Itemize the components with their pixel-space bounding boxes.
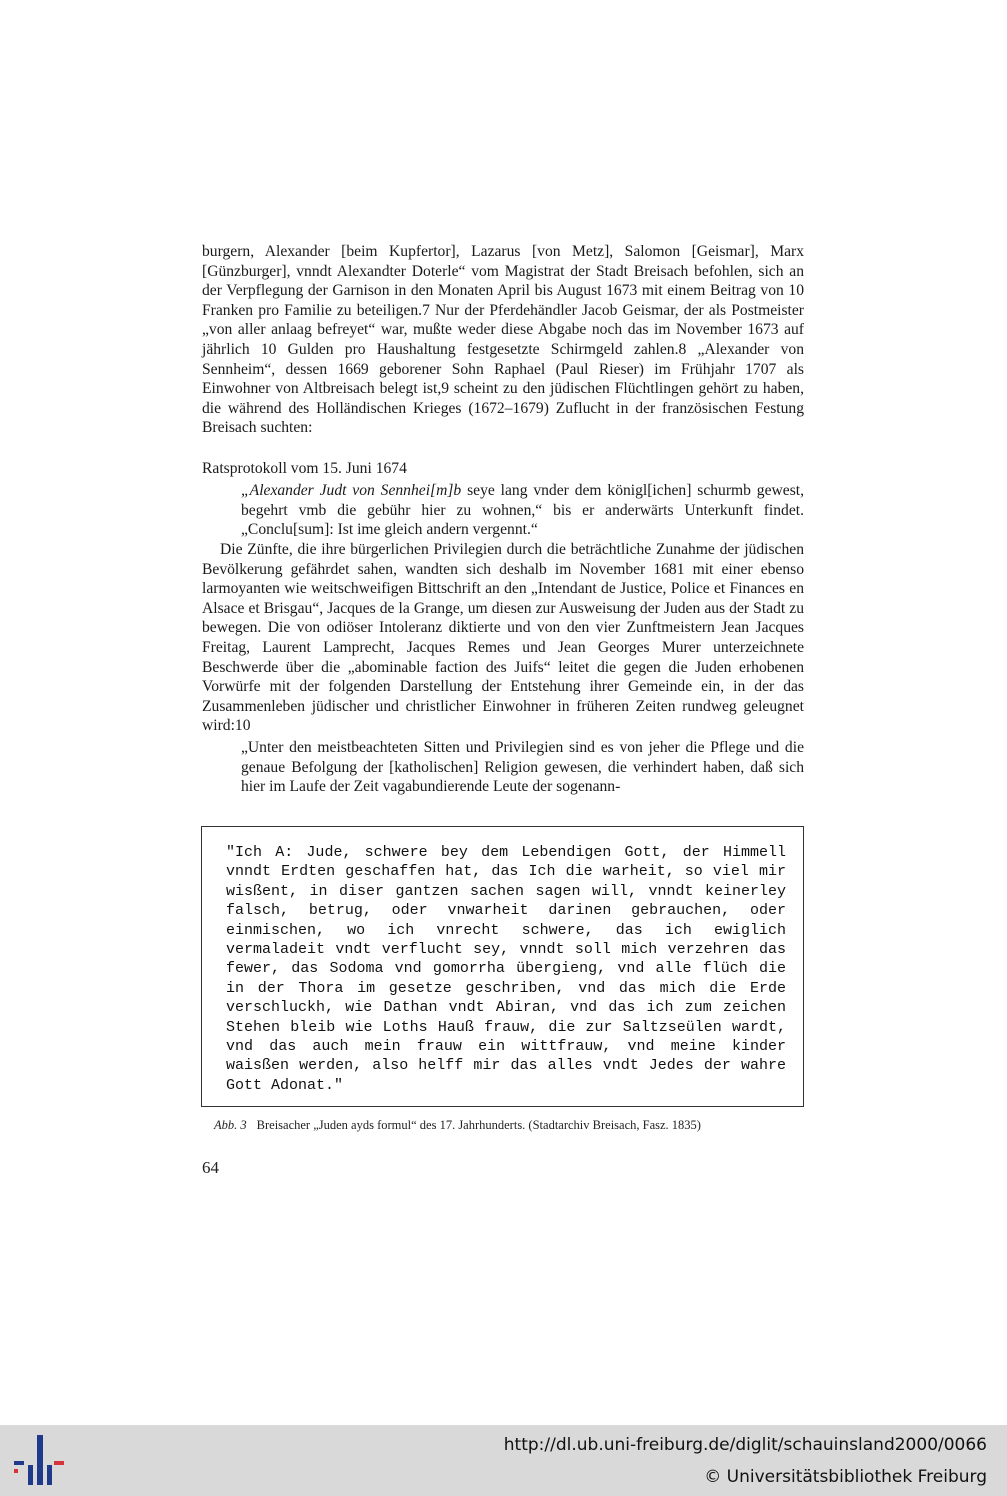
body-paragraph-2 [202, 540, 804, 736]
figure-caption [214, 1118, 701, 1133]
quote-1-text: seye lang vnder dem königl[ichen] schurmb gewest, begehrt vmb die gebühr hier zu wohnen,“ bis er anderwärts Unterkunft findet. „Conclu[sum]: Ist ime gleich andern vergennt.“ [241, 482, 805, 539]
oath-text: "Ich A: Jude, schwere bey dem Lebendigen Gott, der Himmell vnndt Erdten geschaffen hat, das Ich die warheit, so viel mir wisßent, in diser gantzen sachen sagen will, vnndt keinerley falsch, betrug, oder vnwarheit darinen gebrauchen, oder einmischen, wo ich vnrecht schwere, das ich ewiglich vermaladeit vndt verflucht sey, vnndt soll mich verzehren das fewer, das Sodoma vnd gomorrha übergieng, vnd alle flüch die in der Thora im gesetze geschriben, vnd das mich die Erde verschluckh, wie Dathan vndt Abiran, vnd das ich zum zeichen Stehen bleib wie Loths Hauß frauw, die zur Saltzseülen wardt, vnd das auch mein frauw ein wittfrauw, vnd meine kinder waisßen werden, also helff mir das alles vndt Jedes der wahre Gott Adonat." [226, 844, 786, 1094]
body-paragraph-1 [202, 242, 804, 438]
paragraph-text: burgern, Alexander [beim Kupfertor], Lazarus [von Metz], Salomon [Geismar], Marx [Günzburger], vnndt Alexandter Doterle“ vom Magistrat der Stadt Breisach befohlen, sich an der Verpflegung der Garnison in den Monaten April bis August 1673 mit einem Beitrag von 10 Franken pro Familie zu beteiligen.7 Nur der Pferdehändler Jacob Geismar, der als Postmeister „von aller anlaag befreyet“ war, mußte weder diese Abgabe noch das im November 1673 auf jährlich 10 Gulden pro Haushaltung festgesetzte Schirmgeld zahlen.8 „Alexander von Sennheim“, dessen 1669 geborener Sohn Raphael (Paul Rieser) im Frühjahr 1707 als Einwohner von Altbreisach belegt ist,9 scheint zu den jüdischen Flüchtlingen gehört zu haben, die während des Holländischen Krieges (1672–1679) Zuflucht in der französischen Festung Breisach suchten: [202, 243, 804, 437]
quote-1-italic: „Alexander Judt von Sennhei[m]b [241, 482, 462, 499]
copyright-notice: © Universitätsbibliothek Freiburg [704, 1467, 987, 1487]
caption-text: Breisacher „Juden ayds formul“ des 17. Jahrhunderts. (Stadtarchiv Breisach, Fasz. 1835) [256, 1118, 701, 1132]
ratsprotokoll-heading: Ratsprotokoll vom 15. Juni 1674 [202, 460, 407, 477]
quote-1 [241, 481, 804, 540]
footer-bar [0, 1425, 1007, 1496]
page-number: 64 [202, 1158, 219, 1177]
figure-box [201, 826, 804, 1107]
caption-label: Abb. 3 [214, 1118, 247, 1132]
document-url-link[interactable]: http://dl.ub.uni-freiburg.de/diglit/schauinsland2000/0066 [503, 1435, 987, 1455]
paragraph-text: Die Zünfte, die ihre bürgerlichen Privilegien durch die beträchtliche Zunahme der jüdischen Bevölkerung gefährdet sahen, wandten sich deshalb im November 1681 mit einer ebenso larmoyanten wie weitschweifigen Bittschrift an den „Intendant de Justice, Police et Finances en Alsace et Brisgau“, Jacques de la Grange, um diesen zur Ausweisung der Juden aus der Stadt zu bewegen. Die von odiöser Intoleranz diktierte und von den vier Zunftmeistern Jean Jacques Freitag, Laurent Lamprecht, Jacques Remes und Jean Georges Murer unterzeichnete Beschwerde über die „abominable faction des Juifs“ leitet die gegen die Juden erhobenen Vorwürfe mit der folgenden Darstellung der Entstehung ihrer Gemeinde ein, in der das Zusammenleben jüdischer und christlicher Einwohner in früheren Zeiten rundweg geleugnet wird:10 [202, 541, 804, 735]
ub-freiburg-logo-icon [10, 1435, 66, 1487]
quote-2: „Unter den meistbeachteten Sitten und Privilegien sind es von jeher die Pflege und die genaue Befolgung der [katholischen] Religion gewesen, die verhindert haben, daß sich hier im Laufe der Zeit vagabundierende Leute der sogenann- [241, 739, 804, 796]
